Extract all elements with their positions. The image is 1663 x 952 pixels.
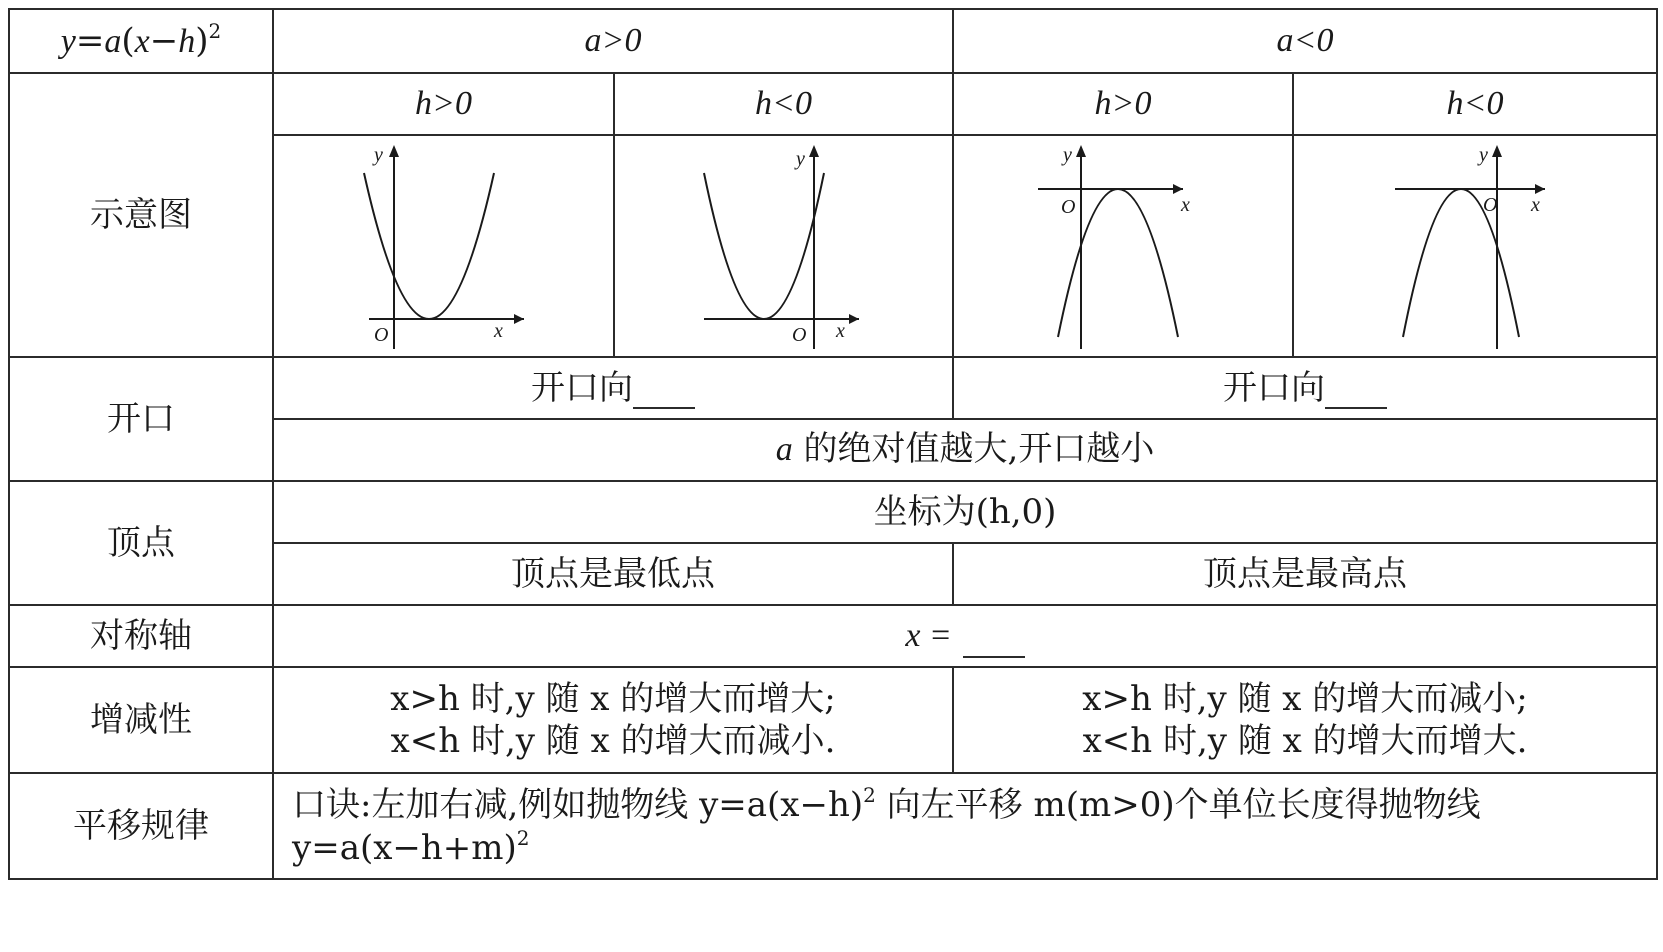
parabola-graph-up-left xyxy=(684,137,884,355)
axis-label: 对称轴 xyxy=(9,605,273,667)
x-axis-arrow xyxy=(1535,184,1545,194)
vertex-lowest: 顶点是最低点 xyxy=(273,543,953,605)
monotonicity-label: 增减性 xyxy=(9,667,273,773)
vertex-coordinate: 坐标为(h,0) xyxy=(273,481,1657,543)
answer-blank xyxy=(633,377,695,409)
h-positive-header-1: h>0 xyxy=(273,73,614,135)
a-positive-header: a>0 xyxy=(273,9,953,73)
monotonicity-row xyxy=(9,667,1657,773)
x-axis-label: x xyxy=(1181,194,1190,216)
parabola-graph-up-right xyxy=(344,137,544,355)
translation-row xyxy=(9,773,1657,879)
y-axis-arrow xyxy=(809,145,819,157)
parabola-curve xyxy=(704,173,824,319)
opening-note: a 的绝对值越大,开口越小 xyxy=(273,419,1657,481)
h-positive-header-2: h>0 xyxy=(953,73,1293,135)
translation-rule: 口诀:左加右减,例如抛物线 $y=a(x-h)^2$ 向左平移 m(m>0)个单位长度得抛物线 $y=a(x-h+m)^2$ xyxy=(273,773,1657,879)
x-axis-label: x xyxy=(835,320,845,342)
graph-cell-a-pos-h-neg xyxy=(614,135,953,357)
vertex-highest: 顶点是最高点 xyxy=(953,543,1657,605)
graph-cell-a-neg-h-pos xyxy=(953,135,1293,357)
translation-label: 平移规律 xyxy=(9,773,273,879)
y-axis-label: y xyxy=(1063,144,1072,166)
parabola-curve xyxy=(364,173,494,319)
h-negative-header-2: h<0 xyxy=(1293,73,1657,135)
parabola-curve xyxy=(1058,189,1178,337)
opening-row xyxy=(9,357,1657,419)
x-axis-arrow xyxy=(1173,184,1183,194)
opening-positive: 开口向 xyxy=(273,357,953,419)
graph-cell-a-pos-h-pos xyxy=(273,135,614,357)
y-axis-arrow xyxy=(1076,145,1086,157)
vertex-label: 顶点 xyxy=(9,481,273,605)
y-axis-label: y xyxy=(373,144,383,166)
monotonicity-negative: x>h 时,y 随 x 的增大而减小; x<h 时,y 随 x 的增大而增大. xyxy=(953,667,1657,773)
y-axis-label: y xyxy=(1479,144,1488,166)
origin-label: O xyxy=(1483,194,1498,216)
vertex-row xyxy=(9,481,1657,543)
monotonicity-positive: x>h 时,y 随 x 的增大而增大; x<h 时,y 随 x 的增大而减小. xyxy=(273,667,953,773)
y-axis-arrow xyxy=(1492,145,1502,157)
answer-blank xyxy=(1325,377,1387,409)
origin-label: O xyxy=(791,324,806,346)
parabola-graph-down-right xyxy=(1023,137,1223,355)
origin-label: O xyxy=(1061,196,1076,218)
axis-value: x = xyxy=(273,605,1657,667)
formula-header: $y=a(x-h)^2$ xyxy=(9,9,273,73)
parabola-properties-table xyxy=(8,8,1658,880)
parabola-curve xyxy=(1403,189,1519,337)
parabola-graph-down-left xyxy=(1375,137,1575,355)
x-axis-arrow xyxy=(849,314,859,324)
x-axis-arrow xyxy=(514,314,524,324)
h-negative-header-1: h<0 xyxy=(614,73,953,135)
x-axis-label: x xyxy=(493,320,503,342)
y-axis-arrow xyxy=(389,145,399,157)
answer-blank xyxy=(963,626,1025,658)
h-subheader-row xyxy=(9,73,1657,135)
a-negative-header: a<0 xyxy=(953,9,1657,73)
origin-label: O xyxy=(373,324,388,346)
header-row xyxy=(9,9,1657,73)
axis-row xyxy=(9,605,1657,667)
diagram-label: 示意图 xyxy=(9,73,273,357)
opening-label: 开口 xyxy=(9,357,273,481)
x-axis-label: x xyxy=(1531,194,1540,216)
opening-negative: 开口向 xyxy=(953,357,1657,419)
y-axis-label: y xyxy=(795,148,805,170)
graph-cell-a-neg-h-neg xyxy=(1293,135,1657,357)
